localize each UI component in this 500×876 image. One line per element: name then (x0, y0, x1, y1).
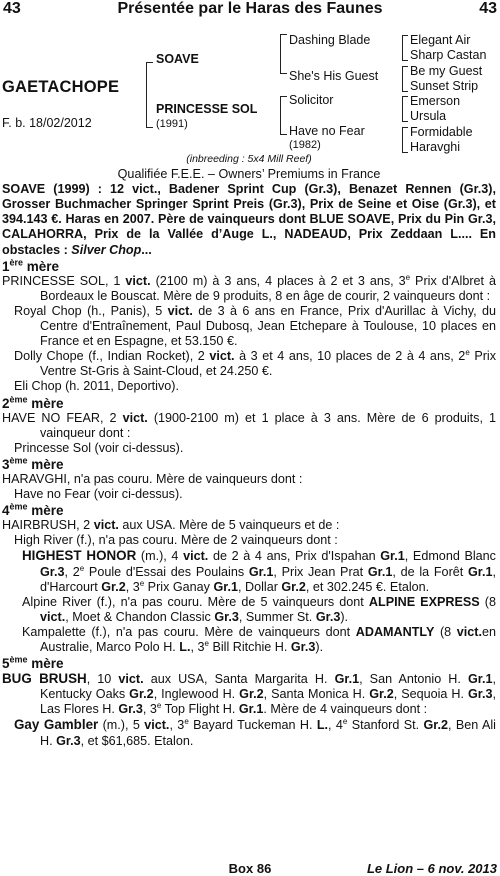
pedigree-table (0, 28, 500, 154)
granddam-2-year: (1982) (289, 139, 321, 151)
box-number: Box 86 (228, 861, 272, 876)
qualification-line: Qualifiée F.E.E. – Owners’ Premiums in France (117, 167, 381, 182)
bracket-gg-2 (402, 66, 408, 92)
dam-4-entry: HAIRBRUSH, 2 vict. aux USA. Mère de 5 vainqueurs et de : (2, 518, 340, 533)
catalogue-body (2, 152, 496, 749)
gg-6: Ursula (410, 109, 447, 123)
section-3eme-mere: 3ème mère (2, 455, 64, 472)
bracket-sire (280, 34, 287, 74)
granddam-2: Have no Fear (289, 124, 365, 138)
dam-name: PRINCESSE SOL (156, 102, 258, 116)
sire-name: SOAVE (156, 52, 199, 66)
horse-name: GAETACHOPE (2, 78, 120, 96)
horse-info: F. b. 18/02/2012 (2, 116, 92, 130)
produce-have-no-fear: Have no Fear (voir ci-dessus). (14, 487, 183, 502)
produce-princesse-sol: Princesse Sol (voir ci-dessus). (14, 440, 184, 455)
produce-gay-gambler: Gay Gambler (m.), 5 vict., 3e Bayard Tuckeman H. L., 4e Stanford St. Gr.2, Ben Ali H. Gr.3, et $61,685. Etalon. (14, 717, 496, 748)
produce-high-river: High River (f.), n'a pas couru. Mère de 2 vainqueurs dont : (14, 533, 338, 548)
page-title: Présentée par le Haras des Faunes (117, 0, 383, 17)
bracket-gg-1 (402, 35, 408, 61)
gg-1: Elegant Air (410, 33, 471, 47)
dam-1-entry: PRINCESSE SOL, 1 vict. (2100 m) à 3 ans, 4 places à 2 et 3 ans, 3e Prix d'Albret à Bordeaux le Bouscat. Mère de 9 produits, 8 en âge de courir, 2 vainqueurs dont : (2, 272, 496, 303)
gg-7: Formidable (410, 125, 473, 139)
produce-highest-honor: HIGHEST HONOR (m.), 4 vict. de 2 à 4 ans, Prix d'Ispahan Gr.1, Edmond Blanc Gr.3, 2e Poule d'Essai des Poulains Gr.1, Prix Jean Prat Gr.1, de la Forêt Gr.1, d'Harcourt Gr.2, 3e Prix Ganay Gr.1, Dollar Gr.2, et 302.245 €. Etalon. (22, 548, 497, 594)
bracket-gg-4 (402, 127, 408, 153)
section-2eme-mere: 2ème mère (2, 394, 64, 411)
page-number-left: 43 (3, 0, 21, 17)
produce-alpine-river: Alpine River (f.), n'a pas couru. Mère de 5 vainqueurs dont ALPINE EXPRESS (8 vict., Moet & Chandon Classic Gr.3, Summer St. Gr.3). (22, 594, 496, 624)
granddam-1: She's His Guest (289, 69, 379, 83)
produce-kampalette: Kampalette (f.), n'a pas couru. Mère de vainqueurs dont ADAMANTLY (8 vict.en Australie, Marco Polo H. L., 3e Bill Ritchie H. Gr.3). (22, 624, 497, 654)
dam-year: (1991) (156, 118, 188, 130)
bracket-gg-3 (402, 96, 408, 122)
page-number-right: 43 (479, 0, 497, 17)
gg-3: Be my Guest (410, 64, 483, 78)
section-5eme-mere: 5ème mère (2, 654, 64, 672)
inbreeding-note: (inbreeding : 5x4 Mill Reef) (186, 153, 312, 165)
bracket-dam (280, 96, 287, 135)
produce-royal-chop: Royal Chop (h., Panis), 5 vict. de 3 à 6 ans en France, Prix d'Aurillac à Vichy, du Centre d'Entraînement, Paul Dubosq, Jean Etchepare à Toulouse, 10 places en France et en Espagne, et 53.150 €. (14, 303, 496, 349)
sire-paragraph: SOAVE (1999) : 12 vict., Badener Sprint Cup (Gr.3), Benazet Rennen (Gr.3), Grosser Buchmacher Springer Sprint Preis (Gr.3), Prix de Seine et Oise (Gr.3), et 394.143 €. Haras en 2007. Père de vainqueurs dont BLUE SOAVE, Prix du Pin Gr.3, CALAHORRA, Prix de la Vallée d’Auge L., NADEAUD, Prix Zeddaan L.... En obstacles : Silver Chop... (2, 182, 496, 257)
dam-5-entry: BUG BRUSH, 10 vict. aux USA, Santa Margarita H. Gr.1, San Antonio H. Gr.1, Kentucky Oaks Gr.2, Inglewood H. Gr.2, Santa Monica H. Gr.2, Sequoia H. Gr.3, Las Flores H. Gr.3, 3e Top Flight H. Gr.1. Mère de 4 vainqueurs dont : (2, 671, 496, 717)
dam-2-entry: HAVE NO FEAR, 2 vict. (1900-2100 m) et 1 place à 3 ans. Mère de 6 produits, 1 vainqueur dont : (2, 410, 496, 440)
publication-source: Le Lion – 6 nov. 2013 (366, 861, 497, 876)
page-footer (0, 861, 500, 876)
bracket-parents (146, 62, 153, 128)
produce-dolly-chope: Dolly Chope (f., Indian Rocket), 2 vict. à 3 et 4 ans, 10 places de 2 à 4 ans, 2e Prix Ventre St-Gris à Saint-Cloud, et 24.250 €. (14, 348, 497, 379)
grandsire-1: Dashing Blade (289, 33, 371, 47)
gg-8: Haravghi (410, 140, 461, 154)
dam-3-entry: HARAVGHI, n'a pas couru. Mère de vainqueurs dont : (2, 471, 303, 486)
gg-5: Emerson (410, 94, 461, 108)
produce-eli-chop: Eli Chop (h. 2011, Deportivo). (14, 379, 179, 394)
section-4eme-mere: 4ème mère (2, 501, 64, 519)
gg-4: Sunset Strip (410, 79, 479, 93)
gg-2: Sharp Castan (410, 48, 487, 62)
page-header (0, 0, 500, 20)
section-1ere-mere: 1ère mère (2, 257, 60, 274)
grandsire-2: Solicitor (289, 93, 334, 107)
